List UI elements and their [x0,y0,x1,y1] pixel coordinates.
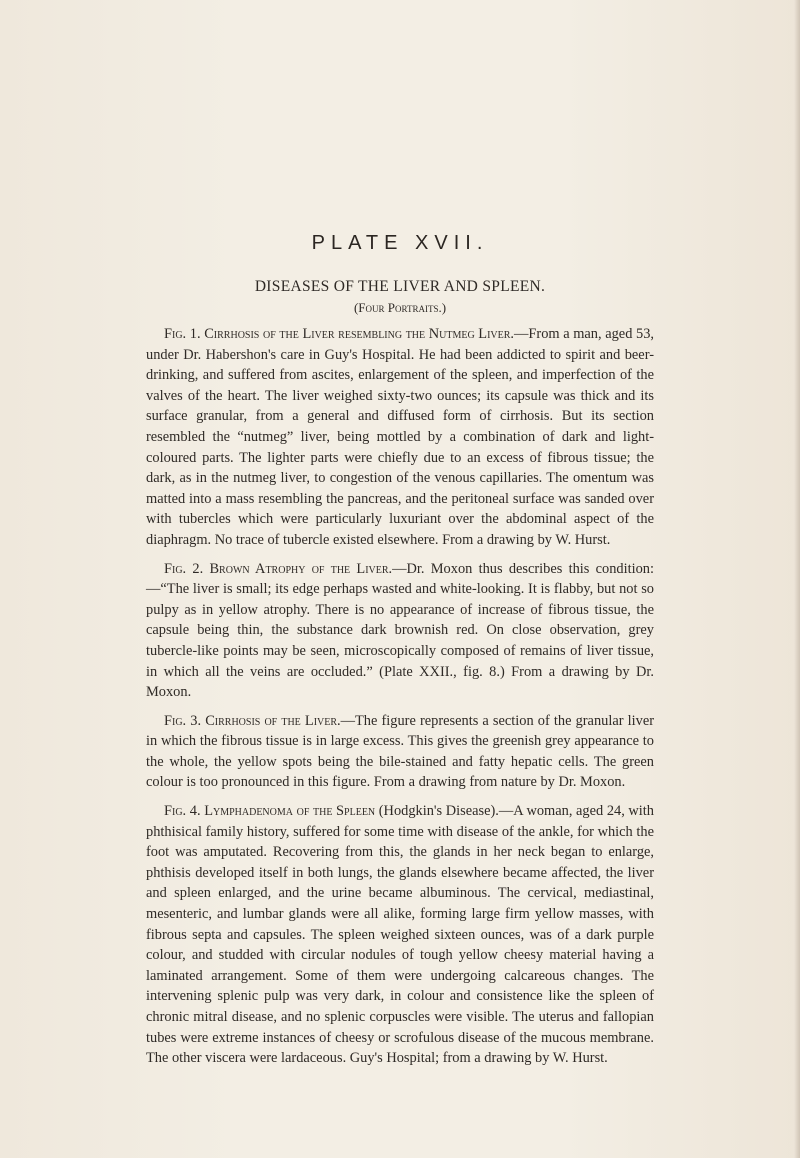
figure-paragraph-3 [146,711,654,793]
figure-label: Fig. 2. [164,560,204,577]
figure-descriptions [146,324,654,1077]
plate-title: PLATE XVII. [311,232,489,254]
figure-text: (Hodgkin's Disease).—A woman, aged 24, with phthisical family history, suffered for some time with disease of the ankle, for which the foot was amputated. Recovering from this, the glands in her neck began to enlarge, phthisis developed itself in both lungs, the glands elsewhere became affected, the liver and spleen enlarged, and the urine became albuminous. The cervical, mediastinal, mesenteric, and lumbar glands were all alike, forming large firm yellow masses, with fibrous septa and capsules. The spleen weighed sixteen ounces, was of a dark purple colour, and studded with circular nodules of tough yellow cheesy material having a laminated arrangement. Some of them were undergoing calcareous changes. The intervening splenic pulp was very dark, in colour and consistence like the spleen of chronic mitral disease, and no splenic corpuscles were visible. The uterus and fallopian tubes were extreme instances of cheesy or scrofulous disease of the mucous membrane. The other viscera were lardaceous. Guy's Hospital; from a drawing by W. Hurst. [146,803,655,1067]
section-heading: DISEASES OF THE LIVER AND SPLEEN. [254,278,546,295]
figure-title: Brown Atrophy of the Liver. [209,560,393,577]
figure-title: Cirrhosis of the Liver resembling the Nutmeg Liver. [204,326,515,342]
figure-text: —From a man, aged 53, under Dr. Habershon's care in Guy's Hospital. He had been addicted to spirit and beer-drinking, and suffered from ascites, enlargement of the spleen, and imperfection of the valves of the heart. The liver weighed sixty-two ounces; its capsule was thick and its surface granular, from a general and diffused form of cirrhosis. But its section resembled the “nutmeg” liver, being mottled by a combination of dark and light-coloured parts. The lighter parts were chiefly due to an excess of fibrous tissue; the dark, as in the nutmeg liver, to congestion of the venous capillaries. The omentum was matted into a mass resembling the pancreas, and the peritoneal surface was sanded over with tubercles which were particularly luxuriant over the abdominal aspect of the diaphragm. No trace of tubercle existed elsewhere. From a drawing by W. Hurst. [146,326,654,548]
figure-paragraph-2 [146,559,654,703]
page-edge-shadow [794,0,800,1158]
figure-paragraph-4 [146,801,654,1069]
figure-label: Fig. 1. [164,326,201,342]
figure-paragraph-1 [146,324,654,551]
section-subheading: (Four Portraits.) [353,300,447,315]
figure-label: Fig. 4. [164,803,201,820]
figure-text: —The figure represents a section of the granular liver in which the fibrous tissue is in large excess. This gives the greenish grey appearance to the whole, the yellow spots being the bile-stained and fatty hepatic cells. The green colour is too pronounced in this figure. From a drawing from nature by Dr. Moxon. [146,712,654,791]
figure-text: —Dr. Moxon thus describes this condition:—“The liver is small; its edge perhaps wasted and white-looking. It is flabby, but not so pulpy as in yellow atrophy. There is no appearance of increase of fibrous tissue, the capsule being thin, the substance dark brownish red. On close observation, grey tubercle-like points may be seen, microscopically composed of remains of liver tissue, in which all the veins are occluded.” (Plate XXII., fig. 8.) From a drawing by Dr. Moxon. [146,560,655,701]
figure-title: Cirrhosis of the Liver. [205,712,341,729]
figure-title: Lymphadenoma of the Spleen [204,803,376,820]
figure-label: Fig. 3. [164,712,202,729]
